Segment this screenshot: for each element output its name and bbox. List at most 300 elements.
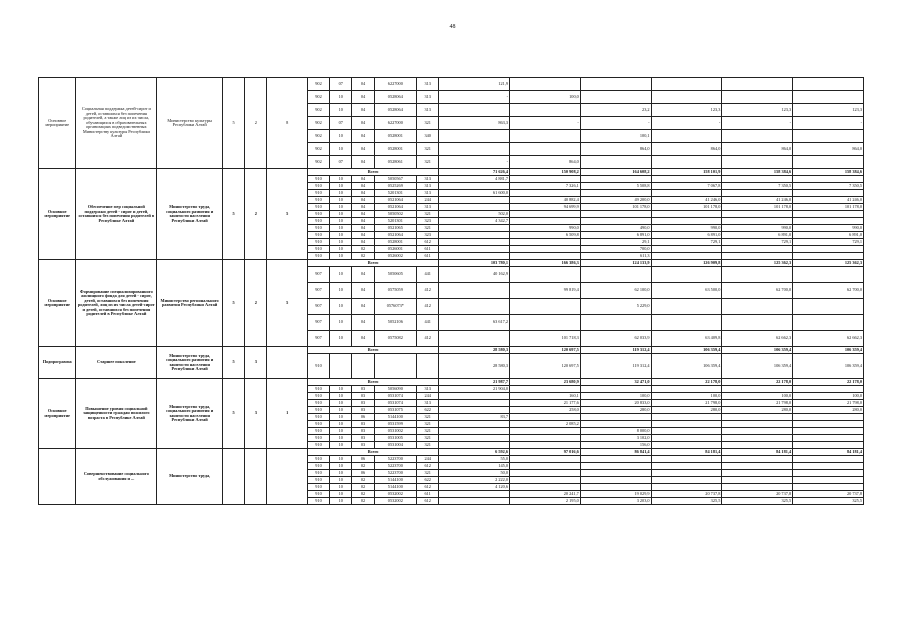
amount-cell: 280,0 bbox=[651, 407, 722, 414]
amount-cell: 280,0 bbox=[793, 407, 864, 414]
section-col-a: Основное мероприятие bbox=[39, 379, 76, 449]
amount-cell bbox=[651, 176, 722, 183]
code-cell: 244 bbox=[417, 456, 439, 463]
section-col-b: Формирование специализированного жилищного фонда для детей - сирот, детей, оставшихся без попечения родителей, лиц из их числа детей-сирот и детей, оставшихся без попечения родителей в Республике Алтай bbox=[76, 260, 157, 347]
section-col-e: 2 bbox=[245, 260, 267, 347]
total-value: 21 987,7 bbox=[439, 379, 510, 386]
code-cell: 910 bbox=[307, 176, 329, 183]
code-cell: 10 bbox=[330, 414, 352, 421]
amount-cell bbox=[793, 156, 864, 169]
amount-cell bbox=[510, 456, 581, 463]
amount-cell: 863,3 bbox=[439, 117, 510, 130]
amount-cell bbox=[439, 421, 510, 428]
code-cell: 321 bbox=[417, 117, 439, 130]
amount-cell: 100,0 bbox=[510, 91, 581, 104]
amount-cell: 49 200,0 bbox=[580, 197, 651, 204]
amount-cell bbox=[510, 190, 581, 197]
amount-cell bbox=[722, 130, 793, 143]
code-cell: 0528001 bbox=[374, 239, 416, 246]
code-cell: 10 bbox=[330, 477, 352, 484]
amount-cell: 62 100,0 bbox=[580, 283, 651, 299]
total-row bbox=[39, 347, 864, 354]
total-label: Всего bbox=[307, 347, 438, 354]
code-cell: 04 bbox=[352, 130, 374, 143]
code-cell: 321 bbox=[417, 414, 439, 421]
amount-cell bbox=[439, 183, 510, 190]
code-cell: 412 bbox=[417, 283, 439, 299]
amount-cell bbox=[651, 190, 722, 197]
table-row bbox=[39, 78, 864, 91]
section-col-f: 1 bbox=[267, 379, 307, 449]
amount-cell: 6 891,0 bbox=[651, 232, 722, 239]
amount-cell bbox=[580, 463, 651, 470]
amount-cell bbox=[580, 456, 651, 463]
amount-cell bbox=[439, 393, 510, 400]
amount-cell bbox=[722, 456, 793, 463]
amount-cell bbox=[439, 283, 510, 299]
amount-cell: 100,0 bbox=[651, 393, 722, 400]
amount-cell: 94 699,9 bbox=[510, 204, 581, 211]
code-cell: 902 bbox=[307, 91, 329, 104]
amount-cell bbox=[580, 156, 651, 169]
code-cell: 0531599 bbox=[374, 421, 416, 428]
code-cell: 412 bbox=[417, 299, 439, 315]
amount-cell: 63 409,8 bbox=[651, 331, 722, 347]
total-label: Всего bbox=[307, 379, 438, 386]
total-value: 124 133,9 bbox=[580, 260, 651, 267]
amount-cell bbox=[722, 176, 793, 183]
amount-cell: 21 177,6 bbox=[510, 400, 581, 407]
code-cell: 02 bbox=[352, 498, 374, 505]
code-cell: 10 bbox=[330, 197, 352, 204]
code-cell: 10 bbox=[330, 183, 352, 190]
amount-cell: 99 819,4 bbox=[510, 283, 581, 299]
amount-cell: - bbox=[439, 156, 510, 169]
amount-cell: 20 737,8 bbox=[651, 491, 722, 498]
code-cell: 910 bbox=[307, 239, 329, 246]
code-cell: 902 bbox=[307, 130, 329, 143]
code-cell bbox=[352, 354, 374, 379]
amount-cell: 63 617,2 bbox=[439, 315, 510, 331]
amount-cell: 40 882,4 bbox=[510, 197, 581, 204]
amount-cell: 6 891,0 bbox=[580, 232, 651, 239]
code-cell: 04 bbox=[352, 143, 374, 156]
amount-cell bbox=[793, 253, 864, 260]
code-cell: 902 bbox=[307, 156, 329, 169]
code-cell: 910 bbox=[307, 386, 329, 393]
code-cell: 10 bbox=[330, 211, 352, 218]
section-col-e bbox=[245, 449, 267, 505]
amount-cell bbox=[793, 442, 864, 449]
amount-cell: - bbox=[722, 117, 793, 130]
code-cell: 02 bbox=[352, 484, 374, 491]
amount-cell: 121,9 bbox=[439, 78, 510, 91]
code-cell: 321 bbox=[417, 143, 439, 156]
code-cell: 10 bbox=[330, 283, 352, 299]
code-cell: 321 bbox=[417, 435, 439, 442]
code-cell: 04 bbox=[352, 218, 374, 225]
amount-cell: 106 359,4 bbox=[722, 354, 793, 379]
table-body bbox=[39, 78, 864, 505]
amount-cell: 21 798,0 bbox=[651, 400, 722, 407]
code-cell: 902 bbox=[307, 143, 329, 156]
amount-cell: 7 067,8 bbox=[651, 183, 722, 190]
code-cell: 0528061 bbox=[374, 156, 416, 169]
total-row bbox=[39, 169, 864, 176]
amount-cell bbox=[580, 315, 651, 331]
code-cell: 910 bbox=[307, 484, 329, 491]
code-cell: 10 bbox=[330, 91, 352, 104]
amount-cell: 28 580,3 bbox=[439, 354, 510, 379]
amount-cell bbox=[439, 400, 510, 407]
amount-cell bbox=[510, 470, 581, 477]
code-cell: 910 bbox=[307, 354, 329, 379]
code-cell: 10 bbox=[330, 190, 352, 197]
total-value: 97 016,6 bbox=[510, 449, 581, 456]
code-cell: 0576073* bbox=[374, 299, 416, 315]
code-cell: 910 bbox=[307, 246, 329, 253]
code-cell: 10 bbox=[330, 143, 352, 156]
amount-cell bbox=[439, 104, 510, 117]
section-col-e: 2 bbox=[245, 78, 267, 169]
amount-cell bbox=[651, 414, 722, 421]
code-cell: 6227000 bbox=[374, 117, 416, 130]
code-cell: 03 bbox=[352, 386, 374, 393]
amount-cell bbox=[793, 78, 864, 91]
amount-cell bbox=[439, 491, 510, 498]
amount-cell: 106 359,4 bbox=[793, 354, 864, 379]
total-label: Всего bbox=[307, 169, 438, 176]
amount-cell bbox=[651, 130, 722, 143]
total-value: 6 592,6 bbox=[439, 449, 510, 456]
code-cell: 313 bbox=[417, 204, 439, 211]
amount-cell: 123,3 bbox=[722, 104, 793, 117]
amount-cell: 7 326,1 bbox=[510, 183, 581, 190]
amount-cell: 62 033,9 bbox=[580, 331, 651, 347]
section-col-c: Министерство труда, социального развития и занятости населения Республики Алтай bbox=[157, 169, 223, 260]
amount-cell: 156,0 bbox=[580, 442, 651, 449]
code-cell: 02 bbox=[352, 253, 374, 260]
amount-cell bbox=[722, 315, 793, 331]
code-cell: 04 bbox=[352, 239, 374, 246]
code-cell: 04 bbox=[352, 117, 374, 130]
total-label: Всего bbox=[307, 260, 438, 267]
amount-cell: 120 697,5 bbox=[510, 354, 581, 379]
amount-cell bbox=[510, 477, 581, 484]
amount-cell bbox=[580, 91, 651, 104]
total-value: 32 471,0 bbox=[580, 379, 651, 386]
code-cell: 04 bbox=[352, 104, 374, 117]
code-cell: 10 bbox=[330, 246, 352, 253]
amount-cell: 729,1 bbox=[793, 239, 864, 246]
amount-cell: 2 195,0 bbox=[510, 498, 581, 505]
code-cell: 02 bbox=[352, 463, 374, 470]
code-cell: 321 bbox=[417, 428, 439, 435]
total-row bbox=[39, 449, 864, 456]
code-cell: 04 bbox=[352, 211, 374, 218]
code-cell: 611 bbox=[417, 253, 439, 260]
code-cell: 07 bbox=[330, 78, 352, 91]
code-cell bbox=[330, 354, 352, 379]
amount-cell: 990,0 bbox=[651, 225, 722, 232]
code-cell: 04 bbox=[352, 197, 374, 204]
amount-cell bbox=[722, 386, 793, 393]
amount-cell: 41 246,0 bbox=[722, 197, 793, 204]
amount-cell: 55,0 bbox=[439, 456, 510, 463]
code-cell: 907 bbox=[307, 315, 329, 331]
amount-cell bbox=[793, 299, 864, 315]
total-value: 103 780,1 bbox=[439, 260, 510, 267]
amount-cell: 62 700,0 bbox=[722, 283, 793, 299]
code-cell: 313 bbox=[417, 190, 439, 197]
amount-cell bbox=[580, 421, 651, 428]
amount-cell bbox=[580, 176, 651, 183]
code-cell: 622 bbox=[417, 407, 439, 414]
amount-cell: 50,0 bbox=[439, 470, 510, 477]
code-cell: 0531005 bbox=[374, 435, 416, 442]
code-cell: 07 bbox=[330, 117, 352, 130]
code-cell: 10 bbox=[330, 400, 352, 407]
amount-cell: 23,2 bbox=[580, 104, 651, 117]
code-cell: 10 bbox=[330, 498, 352, 505]
code-cell: 412 bbox=[417, 331, 439, 347]
code-cell: 5144100 bbox=[374, 414, 416, 421]
code-cell: 10 bbox=[330, 225, 352, 232]
amount-cell: 6 891,0 bbox=[722, 232, 793, 239]
amount-cell bbox=[510, 299, 581, 315]
code-cell: 10 bbox=[330, 232, 352, 239]
amount-cell: 123,3 bbox=[651, 104, 722, 117]
amount-cell: 8 000,0 bbox=[580, 428, 651, 435]
code-cell: 313 bbox=[417, 400, 439, 407]
code-cell: 313 bbox=[417, 91, 439, 104]
code-cell: 04 bbox=[352, 315, 374, 331]
section-col-c: Министерство культуры Республики Алтай bbox=[157, 78, 223, 169]
amount-cell: 6 891,0 bbox=[793, 232, 864, 239]
amount-cell bbox=[651, 91, 722, 104]
code-cell: 910 bbox=[307, 211, 329, 218]
code-cell: 0526002 bbox=[374, 253, 416, 260]
section-col-e: 3 bbox=[245, 347, 267, 379]
total-value: 22 178,0 bbox=[651, 379, 722, 386]
code-cell: 10 bbox=[330, 130, 352, 143]
section-col-f: 5 bbox=[267, 260, 307, 347]
amount-cell: 7 350,5 bbox=[793, 183, 864, 190]
code-cell: 611 bbox=[417, 246, 439, 253]
code-cell: 910 bbox=[307, 190, 329, 197]
total-value: 86 841,4 bbox=[580, 449, 651, 456]
amount-cell bbox=[651, 78, 722, 91]
section-col-d: 5 bbox=[222, 260, 244, 347]
amount-cell: 5 508,8 bbox=[580, 183, 651, 190]
code-cell: 321 bbox=[417, 225, 439, 232]
code-cell: 321 bbox=[417, 470, 439, 477]
amount-cell bbox=[510, 218, 581, 225]
code-cell: 340 bbox=[417, 130, 439, 143]
amount-cell bbox=[793, 267, 864, 283]
code-cell: 612 bbox=[417, 498, 439, 505]
code-cell: 5201301 bbox=[374, 218, 416, 225]
amount-cell bbox=[722, 442, 793, 449]
code-cell: 244 bbox=[417, 393, 439, 400]
code-cell: 10 bbox=[330, 315, 352, 331]
code-cell: 10 bbox=[330, 421, 352, 428]
amount-cell bbox=[793, 386, 864, 393]
code-cell: 04 bbox=[352, 78, 374, 91]
amount-cell bbox=[439, 442, 510, 449]
amount-cell: 101 718,3 bbox=[510, 331, 581, 347]
amount-cell: 100,0 bbox=[722, 393, 793, 400]
code-cell: 5201301 bbox=[374, 190, 416, 197]
amount-cell bbox=[651, 299, 722, 315]
amount-cell: 490,0 bbox=[580, 225, 651, 232]
amount-cell: 4 342,7 bbox=[439, 218, 510, 225]
amount-cell bbox=[510, 435, 581, 442]
amount-cell: 100,0 bbox=[580, 393, 651, 400]
amount-cell bbox=[510, 414, 581, 421]
amount-cell bbox=[793, 484, 864, 491]
code-cell: 321 bbox=[417, 421, 439, 428]
code-cell: 0521064 bbox=[374, 204, 416, 211]
code-cell: 910 bbox=[307, 393, 329, 400]
amount-cell bbox=[651, 253, 722, 260]
code-cell: 910 bbox=[307, 470, 329, 477]
code-cell: 910 bbox=[307, 477, 329, 484]
amount-cell: 700,0 bbox=[580, 246, 651, 253]
amount-cell: 101 178,0 bbox=[651, 204, 722, 211]
code-cell: 0532002 bbox=[374, 498, 416, 505]
section-col-a: Основное мероприятие bbox=[39, 169, 76, 260]
amount-cell bbox=[651, 477, 722, 484]
code-cell: 04 bbox=[352, 299, 374, 315]
total-value: 164 608,2 bbox=[580, 169, 651, 176]
amount-cell: 19 029,9 bbox=[580, 491, 651, 498]
total-value: 28 580,3 bbox=[439, 347, 510, 354]
amount-cell bbox=[651, 428, 722, 435]
amount-cell bbox=[722, 211, 793, 218]
code-cell: 0575059 bbox=[374, 283, 416, 299]
total-label: Всего bbox=[307, 449, 438, 456]
code-cell: 0531004 bbox=[374, 442, 416, 449]
code-cell: 313 bbox=[417, 176, 439, 183]
code-cell: 04 bbox=[352, 91, 374, 104]
code-cell: 10 bbox=[330, 463, 352, 470]
code-cell: 10 bbox=[330, 470, 352, 477]
amount-cell bbox=[722, 421, 793, 428]
amount-cell bbox=[651, 386, 722, 393]
code-cell: 5144100 bbox=[374, 477, 416, 484]
total-value: 106 359,4 bbox=[793, 347, 864, 354]
code-cell: 313 bbox=[417, 78, 439, 91]
amount-cell: 990,0 bbox=[510, 225, 581, 232]
amount-cell: 63 500,0 bbox=[651, 283, 722, 299]
section-col-f: 5 bbox=[267, 169, 307, 260]
section-col-d: 5 bbox=[222, 78, 244, 169]
code-cell: 10 bbox=[330, 442, 352, 449]
amount-cell bbox=[722, 477, 793, 484]
code-cell: 910 bbox=[307, 197, 329, 204]
amount-cell: 325,5 bbox=[651, 498, 722, 505]
amount-cell bbox=[651, 484, 722, 491]
code-cell: 03 bbox=[352, 400, 374, 407]
section-col-c: Министерство труда, bbox=[157, 449, 223, 505]
amount-cell bbox=[439, 498, 510, 505]
code-cell: 04 bbox=[352, 331, 374, 347]
code-cell: 244 bbox=[417, 197, 439, 204]
amount-cell bbox=[439, 407, 510, 414]
amount-cell bbox=[439, 239, 510, 246]
code-cell: 612 bbox=[417, 484, 439, 491]
code-cell: 622 bbox=[417, 477, 439, 484]
code-cell: 0521064 bbox=[374, 232, 416, 239]
code-cell: 910 bbox=[307, 204, 329, 211]
amount-cell: - bbox=[651, 117, 722, 130]
amount-cell: 62 700,0 bbox=[793, 283, 864, 299]
amount-cell bbox=[439, 197, 510, 204]
code-cell: 04 bbox=[352, 176, 374, 183]
amount-cell bbox=[651, 267, 722, 283]
amount-cell: 325,5 bbox=[793, 498, 864, 505]
code-cell: 323 bbox=[417, 218, 439, 225]
code-cell: 910 bbox=[307, 442, 329, 449]
amount-cell: 990,0 bbox=[793, 225, 864, 232]
code-cell: 0531002 bbox=[374, 428, 416, 435]
code-cell: 910 bbox=[307, 218, 329, 225]
amount-cell bbox=[510, 253, 581, 260]
amount-cell bbox=[722, 463, 793, 470]
code-cell: 10 bbox=[330, 104, 352, 117]
code-cell: 0526001 bbox=[374, 246, 416, 253]
amount-cell bbox=[580, 218, 651, 225]
total-value: 125 362,3 bbox=[722, 260, 793, 267]
amount-cell bbox=[793, 428, 864, 435]
total-value: 158 384,6 bbox=[793, 169, 864, 176]
code-cell: 03 bbox=[352, 407, 374, 414]
code-cell: 10 bbox=[330, 428, 352, 435]
code-cell: 06 bbox=[352, 456, 374, 463]
section-col-a: Основное мероприятие bbox=[39, 260, 76, 347]
amount-cell: 20 833,0 bbox=[580, 400, 651, 407]
amount-cell: 7 350,5 bbox=[722, 183, 793, 190]
code-cell: 0525269 bbox=[374, 183, 416, 190]
section-col-c: Министерство труда, социального развития и занятости населения Республики Алтай bbox=[157, 379, 223, 449]
code-cell: 10 bbox=[330, 491, 352, 498]
amount-cell bbox=[580, 386, 651, 393]
amount-cell bbox=[793, 435, 864, 442]
amount-cell bbox=[439, 225, 510, 232]
amount-cell bbox=[722, 484, 793, 491]
amount-cell bbox=[580, 78, 651, 91]
page-number: 48 bbox=[449, 24, 456, 30]
code-cell: 02 bbox=[352, 477, 374, 484]
amount-cell: 145,0 bbox=[439, 463, 510, 470]
code-cell: 0528001 bbox=[374, 130, 416, 143]
code-cell: 611 bbox=[417, 491, 439, 498]
code-cell: 910 bbox=[307, 253, 329, 260]
code-cell: 612 bbox=[417, 239, 439, 246]
total-value: 71 626,4 bbox=[439, 169, 510, 176]
amount-cell: 6 509,8 bbox=[510, 232, 581, 239]
amount-cell: 864,0 bbox=[722, 143, 793, 156]
code-cell: 5223700 bbox=[374, 470, 416, 477]
amount-cell bbox=[651, 456, 722, 463]
code-cell: 03 bbox=[352, 421, 374, 428]
code-cell: 321 bbox=[417, 442, 439, 449]
amount-cell bbox=[580, 470, 651, 477]
amount-cell: 729,1 bbox=[651, 239, 722, 246]
amount-cell bbox=[510, 239, 581, 246]
section-col-e: 2 bbox=[245, 169, 267, 260]
